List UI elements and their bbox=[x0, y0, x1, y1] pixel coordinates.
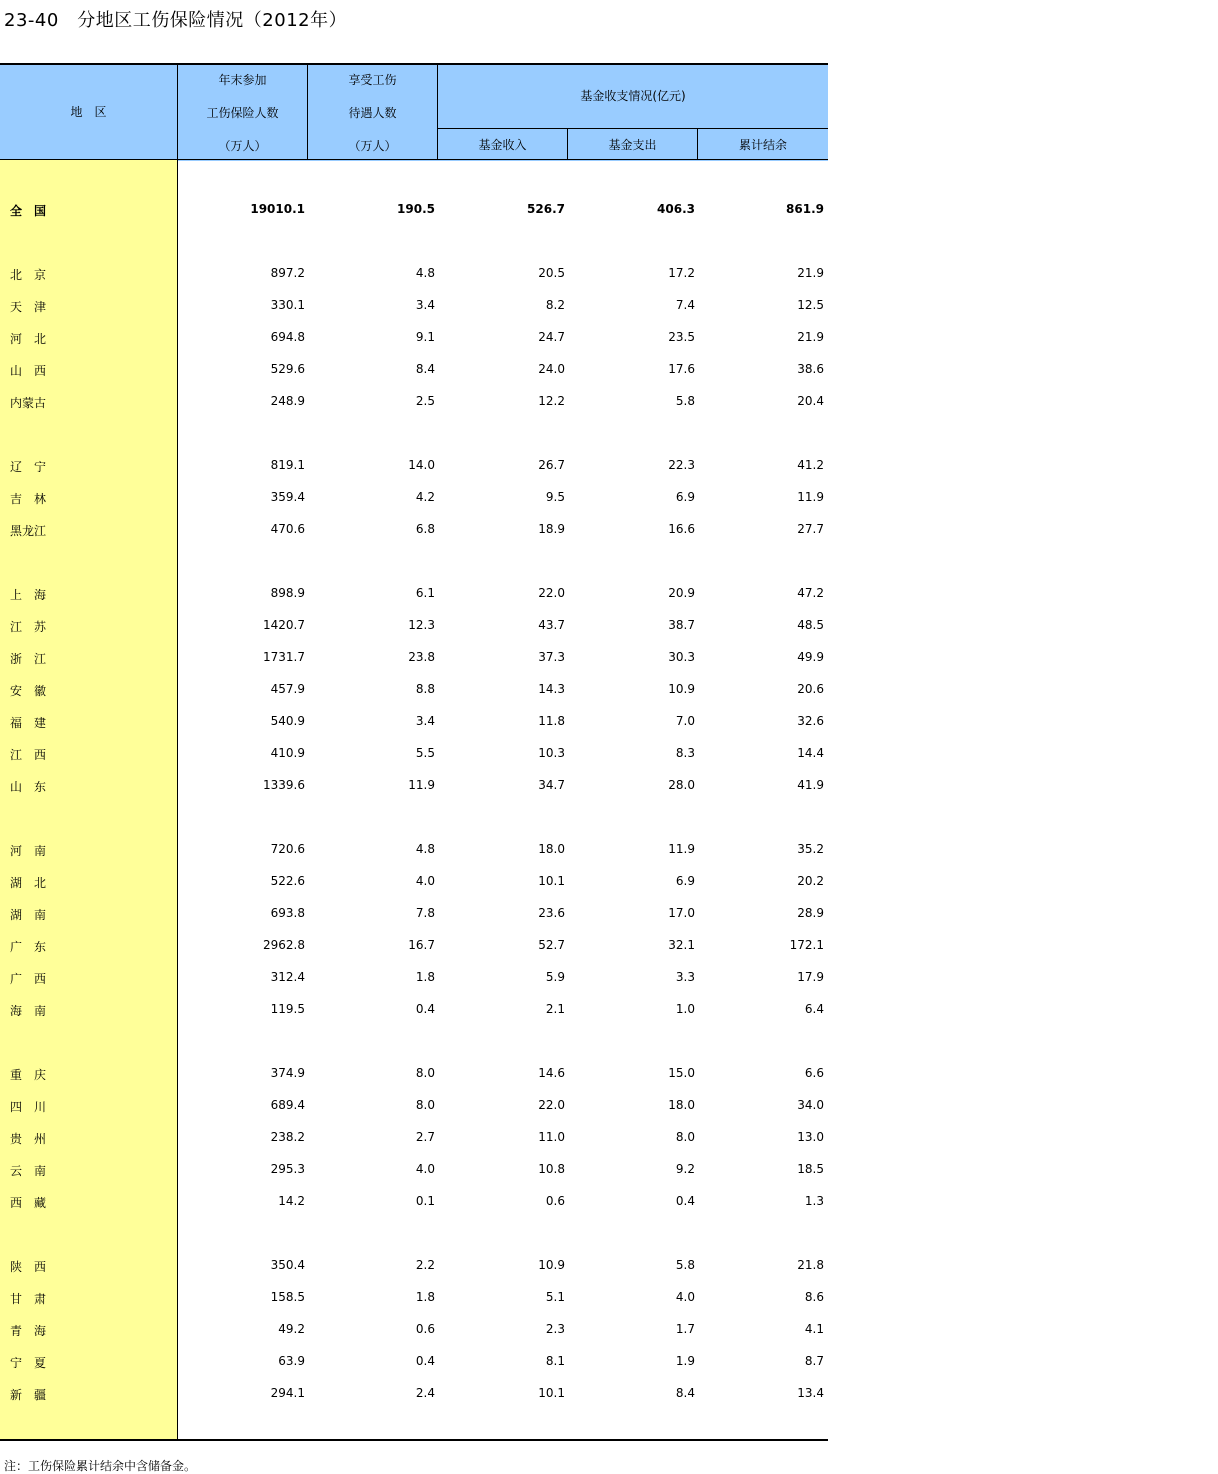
table-row bbox=[0, 938, 828, 958]
region-name: 黑龙江 bbox=[10, 524, 47, 538]
fund-expense-cell: 406.3 bbox=[657, 202, 695, 216]
beneficiary-count-cell: 0.1 bbox=[415, 1194, 435, 1208]
fund-balance-cell: 38.6 bbox=[797, 362, 824, 376]
fund-expense-cell: 20.9 bbox=[668, 586, 695, 600]
table-row bbox=[0, 778, 828, 798]
fund-balance-cell: 17.9 bbox=[797, 970, 824, 984]
fund-income-cell: 24.0 bbox=[538, 362, 565, 376]
region-name: 辽 宁 bbox=[10, 460, 47, 474]
beneficiary-count-cell: 6.1 bbox=[415, 586, 435, 600]
table-row bbox=[0, 1354, 828, 1374]
insured-count-cell: 330.1 bbox=[270, 298, 305, 312]
region-name: 上 海 bbox=[10, 588, 47, 602]
beneficiary-count-cell: 4.2 bbox=[415, 490, 435, 504]
fund-expense-cell: 8.0 bbox=[675, 1130, 695, 1144]
region-name: 陕 西 bbox=[10, 1260, 47, 1274]
insured-count-cell: 14.2 bbox=[278, 1194, 305, 1208]
region-name: 西 藏 bbox=[10, 1196, 47, 1210]
fund-expense-cell: 9.2 bbox=[675, 1162, 695, 1176]
fund-income-cell: 2.3 bbox=[545, 1322, 565, 1336]
insured-count-cell: 819.1 bbox=[270, 458, 305, 472]
region-name: 海 南 bbox=[10, 1004, 47, 1018]
insured-count-cell: 693.8 bbox=[270, 906, 305, 920]
insured-count-cell: 158.5 bbox=[270, 1290, 305, 1304]
insured-count-cell: 720.6 bbox=[270, 842, 305, 856]
insured-count-cell: 529.6 bbox=[270, 362, 305, 376]
header-beneficiary-count bbox=[308, 73, 437, 153]
region-name: 河 北 bbox=[10, 332, 47, 346]
insured-count-cell: 350.4 bbox=[270, 1258, 305, 1272]
region-name: 甘 肃 bbox=[10, 1292, 47, 1306]
insured-count-cell: 540.9 bbox=[270, 714, 305, 728]
region-name: 新 疆 bbox=[10, 1388, 47, 1402]
beneficiary-count-cell: 2.2 bbox=[415, 1258, 435, 1272]
region-name: 山 西 bbox=[10, 364, 47, 378]
fund-balance-cell: 41.2 bbox=[797, 458, 824, 472]
beneficiary-count-cell: 4.8 bbox=[415, 266, 435, 280]
insured-count-cell: 689.4 bbox=[270, 1098, 305, 1112]
fund-income-cell: 0.6 bbox=[545, 1194, 565, 1208]
fund-income-cell: 23.6 bbox=[538, 906, 565, 920]
fund-balance-cell: 49.9 bbox=[797, 650, 824, 664]
insured-count-cell: 470.6 bbox=[270, 522, 305, 536]
fund-expense-cell: 5.8 bbox=[675, 394, 695, 408]
fund-expense-cell: 3.3 bbox=[675, 970, 695, 984]
table-row bbox=[0, 842, 828, 862]
insured-count-cell: 359.4 bbox=[270, 490, 305, 504]
header-fund-expense: 基金支出 bbox=[608, 138, 657, 152]
fund-income-cell: 5.1 bbox=[545, 1290, 565, 1304]
fund-balance-cell: 48.5 bbox=[797, 618, 824, 632]
fund-income-cell: 10.3 bbox=[538, 746, 565, 760]
fund-income-cell: 10.8 bbox=[538, 1162, 565, 1176]
fund-income-cell: 8.1 bbox=[545, 1354, 565, 1368]
beneficiary-count-cell: 4.8 bbox=[415, 842, 435, 856]
fund-income-cell: 24.7 bbox=[538, 330, 565, 344]
beneficiary-count-cell: 11.9 bbox=[408, 778, 435, 792]
beneficiary-count-cell: 2.7 bbox=[415, 1130, 435, 1144]
table-row bbox=[0, 1130, 828, 1150]
fund-balance-cell: 861.9 bbox=[786, 202, 824, 216]
fund-income-cell: 2.1 bbox=[545, 1002, 565, 1016]
beneficiary-count-cell: 4.0 bbox=[415, 1162, 435, 1176]
fund-expense-cell: 18.0 bbox=[668, 1098, 695, 1112]
fund-income-cell: 10.9 bbox=[538, 1258, 565, 1272]
header-text: 工伤保险人数 bbox=[206, 106, 279, 120]
beneficiary-count-cell: 8.0 bbox=[415, 1066, 435, 1080]
beneficiary-count-cell: 14.0 bbox=[408, 458, 435, 472]
fund-balance-cell: 1.3 bbox=[804, 1194, 824, 1208]
beneficiary-count-cell: 1.8 bbox=[415, 1290, 435, 1304]
fund-balance-cell: 6.4 bbox=[804, 1002, 824, 1016]
fund-balance-cell: 18.5 bbox=[797, 1162, 824, 1176]
fund-balance-cell: 172.1 bbox=[789, 938, 824, 952]
fund-income-cell: 18.9 bbox=[538, 522, 565, 536]
fund-income-cell: 20.5 bbox=[538, 266, 565, 280]
beneficiary-count-cell: 2.5 bbox=[415, 394, 435, 408]
beneficiary-count-cell: 8.8 bbox=[415, 682, 435, 696]
beneficiary-count-cell: 0.4 bbox=[415, 1002, 435, 1016]
table-row bbox=[0, 970, 828, 990]
fund-expense-cell: 5.8 bbox=[675, 1258, 695, 1272]
fund-income-cell: 9.5 bbox=[545, 490, 565, 504]
beneficiary-count-cell: 16.7 bbox=[408, 938, 435, 952]
table-row bbox=[0, 650, 828, 670]
table-row bbox=[0, 1194, 828, 1214]
fund-expense-cell: 15.0 bbox=[668, 1066, 695, 1080]
fund-income-cell: 8.2 bbox=[545, 298, 565, 312]
region-name: 云 南 bbox=[10, 1164, 47, 1178]
region-name: 贵 州 bbox=[10, 1132, 47, 1146]
fund-expense-cell: 7.0 bbox=[675, 714, 695, 728]
fund-income-cell: 14.3 bbox=[538, 682, 565, 696]
fund-expense-cell: 10.9 bbox=[668, 682, 695, 696]
insured-count-cell: 898.9 bbox=[270, 586, 305, 600]
fund-income-cell: 18.0 bbox=[538, 842, 565, 856]
header-region: 地 区 bbox=[70, 105, 107, 119]
fund-expense-cell: 0.4 bbox=[675, 1194, 695, 1208]
table-row bbox=[0, 746, 828, 766]
fund-balance-cell: 34.0 bbox=[797, 1098, 824, 1112]
table-row bbox=[0, 906, 828, 926]
fund-balance-cell: 20.4 bbox=[797, 394, 824, 408]
insured-count-cell: 457.9 bbox=[270, 682, 305, 696]
page-title: 23-40 分地区工伤保险情况（2012年） bbox=[4, 10, 348, 31]
table-row bbox=[0, 394, 828, 414]
insured-count-cell: 2962.8 bbox=[263, 938, 305, 952]
table-row bbox=[0, 714, 828, 734]
region-name: 湖 北 bbox=[10, 876, 47, 890]
insured-count-cell: 49.2 bbox=[278, 1322, 305, 1336]
table-row-national-total bbox=[0, 202, 828, 222]
fund-group-divider bbox=[437, 128, 828, 129]
insured-count-cell: 374.9 bbox=[270, 1066, 305, 1080]
region-name: 安 徽 bbox=[10, 684, 47, 698]
fund-balance-cell: 21.8 bbox=[797, 1258, 824, 1272]
fund-expense-cell: 22.3 bbox=[668, 458, 695, 472]
table-row bbox=[0, 1098, 828, 1118]
fund-expense-cell: 8.3 bbox=[675, 746, 695, 760]
fund-expense-cell: 17.0 bbox=[668, 906, 695, 920]
beneficiary-count-cell: 8.0 bbox=[415, 1098, 435, 1112]
region-name: 广 西 bbox=[10, 972, 47, 986]
fund-balance-cell: 6.6 bbox=[804, 1066, 824, 1080]
fund-expense-cell: 30.3 bbox=[668, 650, 695, 664]
insured-count-cell: 897.2 bbox=[270, 266, 305, 280]
region-name: 江 西 bbox=[10, 748, 47, 762]
fund-income-cell: 12.2 bbox=[538, 394, 565, 408]
table-row bbox=[0, 330, 828, 350]
insured-count-cell: 1731.7 bbox=[263, 650, 305, 664]
fund-balance-cell: 14.4 bbox=[797, 746, 824, 760]
table-row bbox=[0, 362, 828, 382]
table-row bbox=[0, 490, 828, 510]
beneficiary-count-cell: 8.4 bbox=[415, 362, 435, 376]
fund-balance-cell: 4.1 bbox=[804, 1322, 824, 1336]
region-name: 北 京 bbox=[10, 268, 47, 282]
beneficiary-count-cell: 23.8 bbox=[408, 650, 435, 664]
fund-income-cell: 5.9 bbox=[545, 970, 565, 984]
fund-balance-cell: 21.9 bbox=[797, 330, 824, 344]
beneficiary-count-cell: 190.5 bbox=[397, 202, 435, 216]
insured-count-cell: 238.2 bbox=[270, 1130, 305, 1144]
fund-expense-cell: 1.7 bbox=[675, 1322, 695, 1336]
fund-income-cell: 14.6 bbox=[538, 1066, 565, 1080]
header-fund-balance: 累计结余 bbox=[738, 138, 787, 152]
fund-balance-cell: 28.9 bbox=[797, 906, 824, 920]
beneficiary-count-cell: 7.8 bbox=[415, 906, 435, 920]
beneficiary-count-cell: 9.1 bbox=[415, 330, 435, 344]
table-row bbox=[0, 1290, 828, 1310]
beneficiary-count-cell: 5.5 bbox=[415, 746, 435, 760]
beneficiary-count-cell: 12.3 bbox=[408, 618, 435, 632]
insured-count-cell: 522.6 bbox=[270, 874, 305, 888]
fund-balance-cell: 20.6 bbox=[797, 682, 824, 696]
fund-balance-cell: 8.6 bbox=[804, 1290, 824, 1304]
header-text: 年末参加 bbox=[218, 73, 267, 87]
beneficiary-count-cell: 0.6 bbox=[415, 1322, 435, 1336]
insured-count-cell: 63.9 bbox=[278, 1354, 305, 1368]
insured-count-cell: 119.5 bbox=[270, 1002, 305, 1016]
region-name: 内蒙古 bbox=[10, 396, 47, 410]
table-row bbox=[0, 874, 828, 894]
table-row bbox=[0, 522, 828, 542]
beneficiary-count-cell: 1.8 bbox=[415, 970, 435, 984]
insured-count-cell: 1339.6 bbox=[263, 778, 305, 792]
header-insured-count bbox=[178, 73, 307, 153]
header-text: （万人） bbox=[218, 139, 267, 153]
fund-expense-cell: 1.0 bbox=[675, 1002, 695, 1016]
insured-count-cell: 1420.7 bbox=[263, 618, 305, 632]
header-fund-income: 基金收入 bbox=[478, 138, 527, 152]
region-name: 广 东 bbox=[10, 940, 47, 954]
region-name: 浙 江 bbox=[10, 652, 47, 666]
table-bottom-rule bbox=[0, 1439, 828, 1441]
region-name: 湖 南 bbox=[10, 908, 47, 922]
fund-balance-cell: 13.4 bbox=[797, 1386, 824, 1400]
fund-balance-cell: 8.7 bbox=[804, 1354, 824, 1368]
region-name: 吉 林 bbox=[10, 492, 47, 506]
beneficiary-count-cell: 0.4 bbox=[415, 1354, 435, 1368]
table-row bbox=[0, 298, 828, 318]
fund-expense-cell: 16.6 bbox=[668, 522, 695, 536]
beneficiary-count-cell: 4.0 bbox=[415, 874, 435, 888]
fund-income-cell: 22.0 bbox=[538, 1098, 565, 1112]
fund-expense-cell: 11.9 bbox=[668, 842, 695, 856]
table-row bbox=[0, 1002, 828, 1022]
data-table bbox=[0, 63, 828, 1441]
table-row bbox=[0, 1386, 828, 1406]
region-name: 山 东 bbox=[10, 780, 47, 794]
fund-expense-cell: 38.7 bbox=[668, 618, 695, 632]
table-row bbox=[0, 618, 828, 638]
beneficiary-count-cell: 3.4 bbox=[415, 298, 435, 312]
beneficiary-count-cell: 3.4 bbox=[415, 714, 435, 728]
fund-income-cell: 26.7 bbox=[538, 458, 565, 472]
region-name: 宁 夏 bbox=[10, 1356, 47, 1370]
insured-count-cell: 410.9 bbox=[270, 746, 305, 760]
insured-count-cell: 694.8 bbox=[270, 330, 305, 344]
fund-expense-cell: 6.9 bbox=[675, 874, 695, 888]
fund-expense-cell: 32.1 bbox=[668, 938, 695, 952]
fund-expense-cell: 7.4 bbox=[675, 298, 695, 312]
region-name: 福 建 bbox=[10, 716, 47, 730]
fund-income-cell: 52.7 bbox=[538, 938, 565, 952]
fund-expense-cell: 4.0 bbox=[675, 1290, 695, 1304]
fund-income-cell: 10.1 bbox=[538, 1386, 565, 1400]
region-name: 江 苏 bbox=[10, 620, 47, 634]
fund-income-cell: 34.7 bbox=[538, 778, 565, 792]
table-row bbox=[0, 266, 828, 286]
fund-balance-cell: 12.5 bbox=[797, 298, 824, 312]
fund-balance-cell: 32.6 bbox=[797, 714, 824, 728]
footnote: 注：工伤保险累计结余中含储备金。 bbox=[4, 1459, 197, 1473]
fund-income-cell: 43.7 bbox=[538, 618, 565, 632]
insured-count-cell: 295.3 bbox=[270, 1162, 305, 1176]
region-name: 青 海 bbox=[10, 1324, 47, 1338]
table-row bbox=[0, 682, 828, 702]
fund-balance-cell: 11.9 bbox=[797, 490, 824, 504]
region-column-divider bbox=[177, 160, 178, 1440]
fund-balance-cell: 20.2 bbox=[797, 874, 824, 888]
header-text: 待遇人数 bbox=[348, 106, 397, 120]
fund-balance-cell: 41.9 bbox=[797, 778, 824, 792]
fund-income-cell: 11.8 bbox=[538, 714, 565, 728]
region-name: 全 国 bbox=[10, 204, 47, 218]
header-fund-group: 基金收支情况(亿元) bbox=[580, 89, 686, 103]
fund-income-cell: 22.0 bbox=[538, 586, 565, 600]
insured-count-cell: 19010.1 bbox=[250, 202, 305, 216]
fund-balance-cell: 35.2 bbox=[797, 842, 824, 856]
fund-expense-cell: 23.5 bbox=[668, 330, 695, 344]
table-row bbox=[0, 458, 828, 478]
fund-expense-cell: 8.4 bbox=[675, 1386, 695, 1400]
fund-income-cell: 11.0 bbox=[538, 1130, 565, 1144]
fund-income-cell: 10.1 bbox=[538, 874, 565, 888]
insured-count-cell: 312.4 bbox=[270, 970, 305, 984]
region-name: 河 南 bbox=[10, 844, 47, 858]
fund-balance-cell: 13.0 bbox=[797, 1130, 824, 1144]
table-row bbox=[0, 1258, 828, 1278]
fund-balance-cell: 27.7 bbox=[797, 522, 824, 536]
header-text: 享受工伤 bbox=[348, 73, 397, 87]
insured-count-cell: 248.9 bbox=[270, 394, 305, 408]
table-row bbox=[0, 1066, 828, 1086]
beneficiary-count-cell: 2.4 bbox=[415, 1386, 435, 1400]
table-row bbox=[0, 1322, 828, 1342]
beneficiary-count-cell: 6.8 bbox=[415, 522, 435, 536]
region-name: 四 川 bbox=[10, 1100, 47, 1114]
fund-income-cell: 526.7 bbox=[527, 202, 565, 216]
insured-count-cell: 294.1 bbox=[270, 1386, 305, 1400]
fund-balance-cell: 47.2 bbox=[797, 586, 824, 600]
fund-expense-cell: 1.9 bbox=[675, 1354, 695, 1368]
header-text: （万人） bbox=[348, 139, 397, 153]
fund-expense-cell: 6.9 bbox=[675, 490, 695, 504]
fund-income-cell: 37.3 bbox=[538, 650, 565, 664]
region-name: 天 津 bbox=[10, 300, 47, 314]
fund-balance-cell: 21.9 bbox=[797, 266, 824, 280]
table-row bbox=[0, 1162, 828, 1182]
region-column-background bbox=[0, 160, 177, 1440]
fund-expense-cell: 17.6 bbox=[668, 362, 695, 376]
table-row bbox=[0, 586, 828, 606]
fund-expense-cell: 17.2 bbox=[668, 266, 695, 280]
fund-expense-cell: 28.0 bbox=[668, 778, 695, 792]
region-name: 重 庆 bbox=[10, 1068, 47, 1082]
